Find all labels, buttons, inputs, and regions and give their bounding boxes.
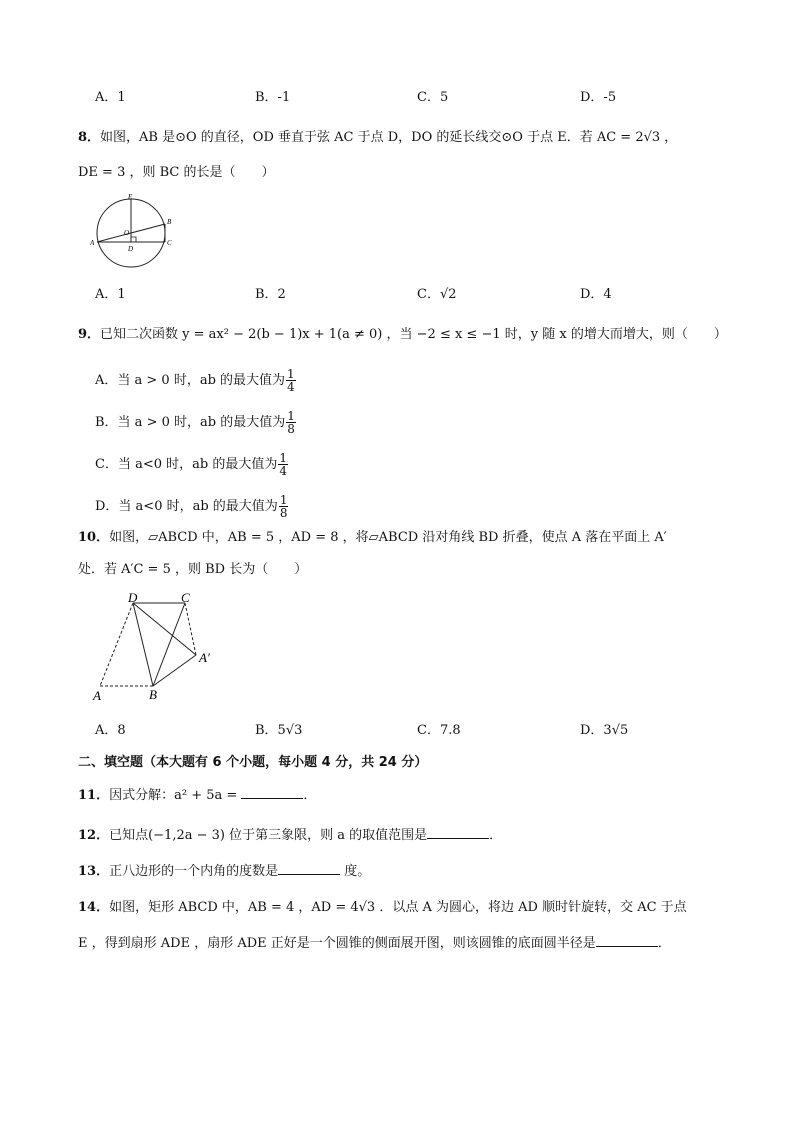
q13-text: 正八边形的一个内角的度数是 — [109, 864, 279, 879]
q8-label-o: O — [124, 229, 130, 237]
q7-option-a: A．1 — [95, 90, 126, 105]
q12-number: 12． — [78, 828, 110, 843]
q10-label-b: B — [149, 687, 157, 702]
q14-text-1: 如图，矩形 ABCD 中，AB = 4 ，AD = 4√3 ．以点 A 为圆心，将边 AD 顺时针旋转，交 AC 于点 — [109, 900, 687, 915]
q8-option-c: C．√2 — [417, 287, 457, 302]
q10-label-d: D — [128, 590, 138, 605]
q8-label-b: B — [167, 218, 172, 226]
q14-line1 — [78, 898, 687, 918]
q12-answer-blank[interactable] — [427, 826, 489, 839]
q14-answer-blank[interactable] — [596, 934, 658, 947]
q11-number: 11． — [78, 788, 110, 803]
q13-answer-blank[interactable] — [278, 862, 340, 875]
q9-option-d-numerator: 1 — [279, 493, 288, 507]
q7-options — [95, 88, 715, 108]
q9-option-a-denominator: 4 — [287, 380, 295, 394]
q13-number: 13． — [78, 864, 110, 879]
q8-option-b: B．2 — [255, 287, 286, 302]
q9-option-b-fraction — [286, 410, 296, 435]
q14-line2 — [78, 934, 671, 954]
q9-option-d-text: D．当 a<0 时，ab 的最大值为 — [95, 499, 278, 514]
q9-number: 9． — [78, 327, 101, 342]
q9-option-b-text: B．当 a > 0 时，ab 的最大值为 — [95, 415, 286, 430]
q9-stem — [78, 325, 727, 345]
q8-option-d: D．4 — [580, 287, 612, 302]
q10-stem-line2: 处．若 A′C = 5 ，则 BD 长为（ ） — [78, 562, 308, 577]
q10-figure-parallelogram — [88, 590, 228, 705]
q9-option-a-text: A．当 a > 0 时，ab 的最大值为 — [95, 373, 286, 388]
q9-option-c-numerator: 1 — [279, 451, 287, 465]
q14-text-2: E ，得到扇形 ADE ，扇形 ADE 正好是一个圆锥的侧面展开图，则该圆锥的底面圆半径是 — [78, 936, 596, 951]
q11-text: 因式分解：a² + 5a = — [109, 788, 242, 803]
q13 — [78, 862, 370, 882]
q8-label-e: E — [128, 193, 133, 201]
q10-option-c: C．7.8 — [417, 723, 461, 738]
q8-right-angle-mark — [131, 237, 136, 242]
q8-option-a: A．1 — [95, 287, 126, 302]
q8-options — [95, 285, 715, 305]
q11-end: ． — [303, 788, 317, 803]
q10-option-d: D．3√5 — [580, 723, 629, 738]
q7-option-d: D．-5 — [580, 90, 617, 105]
q10-side-da-dashed — [100, 603, 133, 686]
q8-stem-line1 — [78, 128, 677, 148]
q10-options — [95, 721, 715, 741]
q10-side-cb — [153, 603, 185, 686]
q9-option-d-fraction — [279, 494, 289, 519]
q10-label-c: C — [181, 590, 190, 605]
q7-option-b: B．-1 — [255, 90, 291, 105]
q9-option-d-denominator: 8 — [279, 506, 288, 520]
q9-option-b-numerator: 1 — [287, 409, 295, 423]
q13-end: 度。 — [340, 864, 371, 879]
q10-label-a: A — [93, 688, 101, 703]
q9-option-a-numerator: 1 — [287, 367, 295, 381]
q10-option-b: B．5√3 — [255, 723, 303, 738]
q9-option-d — [95, 494, 288, 519]
q8-number: 8． — [78, 130, 101, 145]
q8-label-c: C — [167, 239, 172, 247]
q9-option-b-denominator: 8 — [287, 422, 295, 436]
q10-option-a: A．8 — [95, 723, 126, 738]
q9-option-c-text: C．当 a<0 时，ab 的最大值为 — [95, 457, 278, 472]
q8-stem-line2: DE = 3 ，则 BC 的长是（ ） — [78, 165, 275, 180]
q9-text: 已知二次函数 y = ax² − 2(b − 1)x + 1(a ≠ 0) ，当 −2 ≤ x ≤ −1 时，y 随 x 的增大而增大，则（ ） — [100, 327, 727, 342]
q9-option-c-denominator: 4 — [279, 464, 287, 478]
q9-option-c — [95, 452, 288, 477]
q12-text: 已知点(−1,2a − 3) 位于第三象限，则 a 的取值范围是 — [109, 828, 428, 843]
q10-label-a-prime: A′ — [199, 650, 210, 665]
q9-option-a-fraction — [286, 368, 296, 393]
q7-option-c: C．5 — [417, 90, 449, 105]
q11 — [78, 786, 316, 806]
q9-option-b — [95, 410, 296, 435]
section-2-title: 二、填空题（本大题有 6 个小题，每小题 4 分，共 24 分） — [78, 755, 428, 770]
q10-diagonal-db — [133, 603, 153, 686]
q10-number: 10． — [78, 530, 110, 545]
q14-number: 14． — [78, 900, 110, 915]
q8-figure-circle — [90, 193, 180, 273]
q10-text-1: 如图，▱ABCD 中，AB = 5 ，AD = 8 ，将▱ABCD 沿对角线 BD 折叠，使点 A 落在平面上 A′ — [109, 530, 667, 545]
q11-answer-blank[interactable] — [241, 786, 303, 799]
q9-option-c-fraction — [278, 452, 288, 477]
q12 — [78, 826, 502, 846]
q9-option-a — [95, 368, 296, 393]
q14-end: ． — [657, 936, 671, 951]
q12-end: ． — [489, 828, 503, 843]
q8-label-d: D — [128, 245, 134, 253]
q8-label-a: A — [90, 239, 95, 247]
q8-text-1: 如图，AB 是⊙O 的直径，OD 垂直于弦 AC 于点 D，DO 的延长线交⊙O 于点 E．若 AC = 2√3 ， — [100, 130, 678, 145]
q10-stem-line1 — [78, 528, 667, 548]
